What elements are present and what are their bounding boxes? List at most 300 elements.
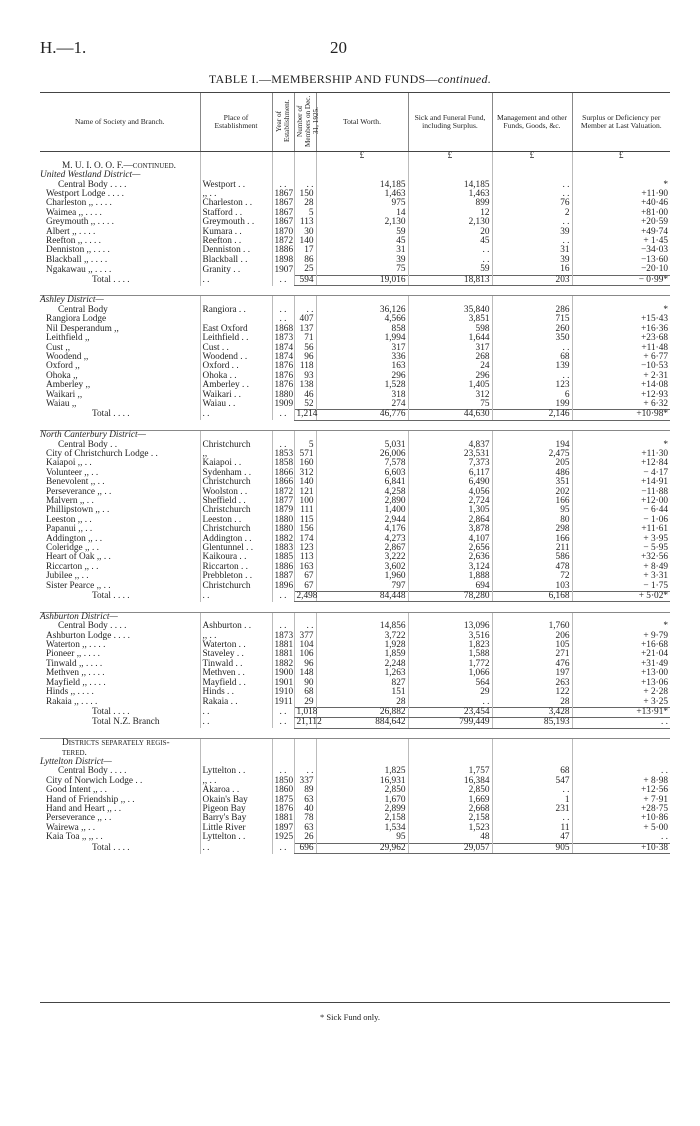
cell-col-6: 298 <box>492 525 572 534</box>
separator-cell <box>40 420 670 430</box>
cell-col-3: 121 <box>294 488 316 497</box>
cell-col-6: 80 <box>492 516 572 525</box>
membership-funds-table <box>40 92 670 854</box>
cell-col-6: 905 <box>492 843 572 853</box>
total-row <box>40 843 670 853</box>
cell-col-7: −10·53 <box>572 362 670 371</box>
cell-col-1: Okain's Bay <box>200 796 272 805</box>
cell-col-6: . . <box>492 181 572 190</box>
table-row <box>40 506 670 515</box>
cell-col-7: +11·30 <box>572 450 670 459</box>
cell-col-6: 205 <box>492 459 572 468</box>
cell-col-2: 1877 <box>272 497 294 506</box>
cell-col-3: 5 <box>294 209 316 218</box>
cell-col-3: 25 <box>294 265 316 275</box>
cell-col-2: 1867 <box>272 218 294 227</box>
cell-col-1: Greymouth . . <box>200 218 272 227</box>
cell-col-7 <box>572 296 670 306</box>
cell-col-6: 68 <box>492 767 572 776</box>
col-header-year <box>272 93 294 152</box>
cell-col-1 <box>200 162 272 171</box>
cell-col-5: 1,772 <box>408 660 492 669</box>
cell-col-0: Total . . . . <box>92 706 130 717</box>
cell-col-4: 1,994 <box>316 334 408 343</box>
cell-col-1: Woodend . . <box>200 353 272 362</box>
district-heading-row <box>40 296 670 306</box>
cell-col-5: 312 <box>408 391 492 400</box>
cell-col-2: 1900 <box>272 669 294 678</box>
section-separator <box>40 602 670 612</box>
cell-col-6: 351 <box>492 478 572 487</box>
table-title <box>0 72 700 87</box>
table-body <box>40 152 670 854</box>
cell-col-7: +13·06 <box>572 679 670 688</box>
cell-col-1: Ashburton . . <box>200 622 272 631</box>
cell-col-0: Ashburton District— <box>40 611 118 622</box>
cell-col-1: Christchurch <box>200 582 272 592</box>
cell-col-4: 28 <box>316 698 408 708</box>
cell-col-1: Leithfield . . <box>200 334 272 343</box>
cell-col-7: +10·38 <box>572 843 670 853</box>
cell-col-0: Rakaia ,, . . . . <box>46 696 98 707</box>
currency-cell: £ <box>316 152 408 162</box>
cell-col-0: Total . . . . <box>92 591 130 602</box>
cell-col-6: 47 <box>492 833 572 843</box>
cell-col-4: 274 <box>316 400 408 410</box>
cell-col-1: . . <box>200 707 272 717</box>
cell-col-7: + 5·02* <box>572 592 670 602</box>
cell-col-3: 160 <box>294 459 316 468</box>
cell-col-0: Good Intent ,, . . <box>46 785 107 796</box>
table-row <box>40 400 670 410</box>
separator-cell <box>40 286 670 296</box>
cell-col-2: 1875 <box>272 796 294 805</box>
table-row <box>40 353 670 362</box>
separator-cell <box>40 602 670 612</box>
cell-col-1: Ohoka . . <box>200 372 272 381</box>
cell-col-0: Papanui ,, . . <box>46 524 93 535</box>
cell-col-2: . . <box>272 410 294 420</box>
cell-col-3: 140 <box>294 478 316 487</box>
table-row <box>40 391 670 400</box>
cell-col-6: 103 <box>492 582 572 592</box>
table-row <box>40 362 670 371</box>
cell-col-5 <box>408 162 492 171</box>
cell-col-4: 26,882 <box>316 707 408 717</box>
cell-col-6: 11 <box>492 824 572 833</box>
cell-col-3: 115 <box>294 516 316 525</box>
cell-col-0: Volunteer ,, . . <box>46 467 99 478</box>
col-header-total-worth: Total Worth. <box>316 93 408 152</box>
cell-col-3: . . <box>294 181 316 190</box>
cell-col-4: 1,400 <box>316 506 408 515</box>
cell-col-7: − 1·06 <box>572 516 670 525</box>
cell-col-0: Mayfield ,, . . . . <box>46 677 106 688</box>
cell-col-3: 137 <box>294 325 316 334</box>
cell-col-7: +21·04 <box>572 650 670 659</box>
cell-col-2: . . <box>272 592 294 602</box>
cell-col-1: Glentunnel . . <box>200 544 272 553</box>
table-row <box>40 805 670 814</box>
cell-col-0: Cust ,, <box>46 342 71 353</box>
cell-col-7: + 2·28 <box>572 688 670 697</box>
cell-col-6: 1 <box>492 796 572 805</box>
cell-col-0: Hand of Friendship ,, . . <box>46 794 135 805</box>
cell-col-7: + 9·79 <box>572 632 670 641</box>
cell-col-7: +14·08 <box>572 381 670 390</box>
cell-col-0: Total . . . . <box>92 274 130 285</box>
cell-col-0: Kaiapoi ,, . . <box>46 458 92 469</box>
cell-col-3: 78 <box>294 814 316 823</box>
cell-col-3: 86 <box>294 256 316 265</box>
cell-col-6: 76 <box>492 199 572 208</box>
cell-col-3: 68 <box>294 688 316 697</box>
cell-col-7: +14·91 <box>572 478 670 487</box>
cell-col-3: 312 <box>294 469 316 478</box>
cell-col-5: 3,878 <box>408 525 492 534</box>
cell-col-2: 1886 <box>272 246 294 255</box>
cell-col-4: 4,566 <box>316 315 408 324</box>
cell-col-2: . . <box>272 306 294 315</box>
cell-col-7: −13·60 <box>572 256 670 265</box>
cell-col-2: 1883 <box>272 544 294 553</box>
cell-col-6: 199 <box>492 400 572 410</box>
cell-col-7: +12·00 <box>572 497 670 506</box>
cell-col-0: Nil Desperandum ,, <box>46 323 119 334</box>
table-row <box>40 459 670 468</box>
cell-col-7: +31·49 <box>572 660 670 669</box>
cell-col-7: . . <box>572 833 670 843</box>
cell-col-7: + 6·77 <box>572 353 670 362</box>
cell-col-4: 84,448 <box>316 592 408 602</box>
cell-col-5: 23,454 <box>408 707 492 717</box>
cell-col-5: 16,384 <box>408 777 492 786</box>
col-header-members <box>294 93 320 152</box>
cell-col-7: −11·88 <box>572 488 670 497</box>
cell-col-4: 318 <box>316 391 408 400</box>
cell-col-5 <box>408 739 492 749</box>
cell-col-6: 478 <box>492 563 572 572</box>
cell-col-7: + 5·00 <box>572 824 670 833</box>
cell-col-5: 29 <box>408 688 492 697</box>
cell-col-7: +20·59 <box>572 218 670 227</box>
cell-col-6: 166 <box>492 535 572 544</box>
total-row <box>40 275 670 285</box>
cell-col-1: Sydenham . . <box>200 469 272 478</box>
cell-col-4: 1,825 <box>316 767 408 776</box>
cell-col-0: tered. <box>62 747 87 758</box>
cell-col-4: 19,016 <box>316 275 408 285</box>
cell-col-0: Kaia Toa ,, ,, . . <box>46 832 103 843</box>
cell-col-1: Waterton . . <box>200 641 272 650</box>
cell-col-0: Districts separately regis- <box>62 738 170 749</box>
cell-col-4: 29,962 <box>316 843 408 853</box>
cell-col-2: 1876 <box>272 372 294 381</box>
cell-col-1: East Oxford <box>200 325 272 334</box>
cell-col-4: 3,602 <box>316 563 408 572</box>
district-heading-row <box>40 431 670 441</box>
table-row <box>40 315 670 324</box>
cell-col-2: . . <box>272 767 294 776</box>
cell-col-1: Staveley . . <box>200 650 272 659</box>
cell-col-3: 29 <box>294 698 316 708</box>
cell-col-3: 156 <box>294 525 316 534</box>
cell-col-7: + 1·45 <box>572 237 670 246</box>
cell-col-5: 13,096 <box>408 622 492 631</box>
cell-col-4: 14 <box>316 209 408 218</box>
cell-col-5: 75 <box>408 400 492 410</box>
cell-col-6: 123 <box>492 381 572 390</box>
cell-col-1: Amberley . . <box>200 381 272 390</box>
cell-col-4: 2,890 <box>316 497 408 506</box>
cell-col-1: Rangiora . . <box>200 306 272 315</box>
cell-col-3: 28 <box>294 199 316 208</box>
cell-col-6: 105 <box>492 641 572 650</box>
cell-col-7: . . <box>572 718 670 728</box>
cell-col-1: Methven . . <box>200 669 272 678</box>
cell-col-3: 96 <box>294 660 316 669</box>
cell-col-4 <box>316 162 408 171</box>
cell-col-4: 4,258 <box>316 488 408 497</box>
cell-col-2: 1881 <box>272 814 294 823</box>
separator-cell <box>40 728 670 738</box>
cell-col-6: 260 <box>492 325 572 334</box>
cell-col-4: 3,722 <box>316 632 408 641</box>
table-row <box>40 833 670 843</box>
cell-col-7: +49·74 <box>572 228 670 237</box>
cell-col-1: . . <box>200 410 272 420</box>
cell-col-2: 1887 <box>272 572 294 581</box>
cell-col-6: 95 <box>492 506 572 515</box>
cell-col-4: 2,867 <box>316 544 408 553</box>
table-row <box>40 824 670 833</box>
cell-col-2 <box>272 749 294 758</box>
district-heading-row <box>40 758 670 767</box>
cell-col-0: Perseverance ,, . . <box>46 813 112 824</box>
cell-col-6: . . <box>492 190 572 199</box>
cell-col-1: Sheffield . . <box>200 497 272 506</box>
cell-col-3 <box>294 162 316 171</box>
cell-col-4: 2,158 <box>316 814 408 823</box>
table-row <box>40 814 670 823</box>
cell-col-1: Blackball . . <box>200 256 272 265</box>
table-row <box>40 450 670 459</box>
cell-col-6: 166 <box>492 497 572 506</box>
footnote: * Sick Fund only. <box>320 1012 380 1022</box>
cell-col-6 <box>492 749 572 758</box>
cell-col-6: 1,760 <box>492 622 572 631</box>
document-code: H.—1. <box>40 38 87 57</box>
cell-col-1: ,, . . <box>200 777 272 786</box>
cell-col-7: + 3·25 <box>572 698 670 708</box>
cell-col-5: 4,837 <box>408 441 492 450</box>
currency-cell <box>200 152 272 162</box>
cell-col-5: 78,280 <box>408 592 492 602</box>
section-separator <box>40 420 670 430</box>
cell-col-0: M. U. I. O. O. F.—continued. <box>62 160 176 171</box>
cell-col-2: 1901 <box>272 679 294 688</box>
cell-col-1: Tinwald . . <box>200 660 272 669</box>
cell-col-1: Leeston . . <box>200 516 272 525</box>
cell-col-7 <box>572 171 670 180</box>
cell-col-1: Mayfield . . <box>200 679 272 688</box>
cell-col-3: 5 <box>294 441 316 450</box>
cell-col-0: Sister Pearce ,, . . <box>46 580 111 591</box>
table-row <box>40 190 670 199</box>
cell-col-3: 46 <box>294 391 316 400</box>
cell-col-5: 12 <box>408 209 492 218</box>
cell-col-2: 1860 <box>272 786 294 795</box>
cell-col-5: 2,130 <box>408 218 492 227</box>
cell-col-6: 16 <box>492 265 572 275</box>
currency-cell: £ <box>572 152 670 162</box>
cell-col-6: 203 <box>492 275 572 285</box>
cell-col-1: Waiau . . <box>200 400 272 410</box>
cell-col-0: Waikari ,, <box>46 389 83 400</box>
cell-col-2: 1870 <box>272 228 294 237</box>
cell-col-5: 18,813 <box>408 275 492 285</box>
cell-col-3: 89 <box>294 786 316 795</box>
cell-col-0: North Canterbury District— <box>40 430 146 441</box>
cell-col-0: Hand and Heart ,, . . <box>46 803 122 814</box>
cell-col-3: 26 <box>294 833 316 843</box>
cell-col-2: 1882 <box>272 660 294 669</box>
cell-col-3: 337 <box>294 777 316 786</box>
cell-col-0: Methven ,, . . . . <box>46 668 105 679</box>
cell-col-2: 1873 <box>272 334 294 343</box>
cell-col-1: Akaroa . . <box>200 786 272 795</box>
cell-col-7: +11·48 <box>572 344 670 353</box>
bottom-rule <box>40 1002 670 1003</box>
cell-col-0: City of Christchurch Lodge . . <box>46 448 158 459</box>
cell-col-1: Denniston . . <box>200 246 272 255</box>
cell-col-0: Oxford ,, <box>46 361 80 372</box>
cell-col-2: . . <box>272 843 294 853</box>
cell-col-1: Riccarton . . <box>200 563 272 572</box>
cell-col-6: 68 <box>492 353 572 362</box>
cell-col-5: 6,490 <box>408 478 492 487</box>
cell-col-3: 56 <box>294 344 316 353</box>
cell-col-7: . . <box>572 767 670 776</box>
table-row <box>40 265 670 275</box>
cell-col-4: 36,126 <box>316 306 408 315</box>
cell-col-3: 1,018 <box>294 707 316 717</box>
cell-col-2: 1873 <box>272 632 294 641</box>
cell-col-6: 350 <box>492 334 572 343</box>
cell-col-7: * <box>572 441 670 450</box>
cell-col-7: * <box>572 306 670 315</box>
table-row <box>40 246 670 255</box>
cell-col-0: Rangiora Lodge <box>46 314 107 325</box>
cell-col-0: Woodend ,, <box>46 351 89 362</box>
cell-col-1: Christchurch <box>200 506 272 515</box>
cell-col-2: 1880 <box>272 525 294 534</box>
cell-col-0: Greymouth ,, . . . . <box>46 217 114 228</box>
cell-col-1: Prebbleton . . <box>200 572 272 581</box>
cell-col-5: 2,864 <box>408 516 492 525</box>
cell-col-7: − 4·17 <box>572 469 670 478</box>
cell-col-1: . . <box>200 592 272 602</box>
cell-col-5: 1,669 <box>408 796 492 805</box>
cell-col-2 <box>272 739 294 749</box>
cell-col-4: 75 <box>316 265 408 275</box>
cell-col-0: Reefton ,, . . . . <box>46 236 101 247</box>
cell-col-4: 1,463 <box>316 190 408 199</box>
cell-col-3: 148 <box>294 669 316 678</box>
cell-col-3: 377 <box>294 632 316 641</box>
cell-col-6: 206 <box>492 632 572 641</box>
cell-col-1: ,, . . <box>200 632 272 641</box>
cell-col-0: Denniston ,, . . . . <box>46 245 110 256</box>
cell-col-4: 163 <box>316 362 408 371</box>
cell-col-7: +23·68 <box>572 334 670 343</box>
cell-col-3: 150 <box>294 190 316 199</box>
cell-col-1: Barry's Bay <box>200 814 272 823</box>
cell-col-2: 1898 <box>272 256 294 265</box>
cell-col-0: Coleridge ,, . . <box>46 543 99 554</box>
table-row <box>40 698 670 708</box>
cell-col-4: 26,006 <box>316 450 408 459</box>
cell-col-7: +81·00 <box>572 209 670 218</box>
cell-col-3: 40 <box>294 805 316 814</box>
cell-col-5: 2,724 <box>408 497 492 506</box>
cell-col-5: . . <box>408 256 492 265</box>
cell-col-6: 286 <box>492 306 572 315</box>
cell-col-2: 1910 <box>272 688 294 697</box>
cell-col-5: 317 <box>408 344 492 353</box>
cell-col-5: 1,644 <box>408 334 492 343</box>
cell-col-6: 263 <box>492 679 572 688</box>
cell-col-7: −34·03 <box>572 246 670 255</box>
cell-col-3: . . <box>294 306 316 315</box>
cell-col-1: Woolston . . <box>200 488 272 497</box>
cell-col-4: 1,528 <box>316 381 408 390</box>
cell-col-7: − 5·95 <box>572 544 670 553</box>
cell-col-2: 1886 <box>272 563 294 572</box>
cell-col-0: Ohoka ,, <box>46 370 78 381</box>
col-header-members-text: Number of Members on Dec. 31, 1925. <box>295 95 320 147</box>
section-separator <box>40 286 670 296</box>
cell-col-3: 118 <box>294 362 316 371</box>
cell-col-3: 90 <box>294 679 316 688</box>
cell-col-3: 594 <box>294 275 316 285</box>
cell-col-0: Tinwald ,, . . . . <box>46 658 103 669</box>
cell-col-3: 174 <box>294 535 316 544</box>
cell-col-2: 1907 <box>272 265 294 275</box>
cell-col-0: Benevolent ,, . . <box>46 477 105 488</box>
cell-col-2: 1909 <box>272 400 294 410</box>
cell-col-7: +40·46 <box>572 199 670 208</box>
cell-col-4: 31 <box>316 246 408 255</box>
cell-col-5: 799,449 <box>408 718 492 728</box>
cell-col-5: 4,107 <box>408 535 492 544</box>
cell-col-0: Waimea ,, . . . . <box>46 207 102 218</box>
table-row <box>40 669 670 678</box>
table-row <box>40 650 670 659</box>
cell-col-2: 1872 <box>272 237 294 246</box>
cell-col-2: 1881 <box>272 650 294 659</box>
cell-col-7: +15·43 <box>572 315 670 324</box>
section-separator <box>40 728 670 738</box>
cell-col-2: 1866 <box>272 469 294 478</box>
cell-col-3 <box>294 739 316 749</box>
cell-col-5: 1,523 <box>408 824 492 833</box>
col-header-surplus: Surplus or Deficiency per Member at Last Valuation. <box>572 93 670 152</box>
cell-col-6: 6,168 <box>492 592 572 602</box>
table-row <box>40 544 670 553</box>
table-row <box>40 553 670 562</box>
cell-col-6: 85,193 <box>492 718 572 728</box>
